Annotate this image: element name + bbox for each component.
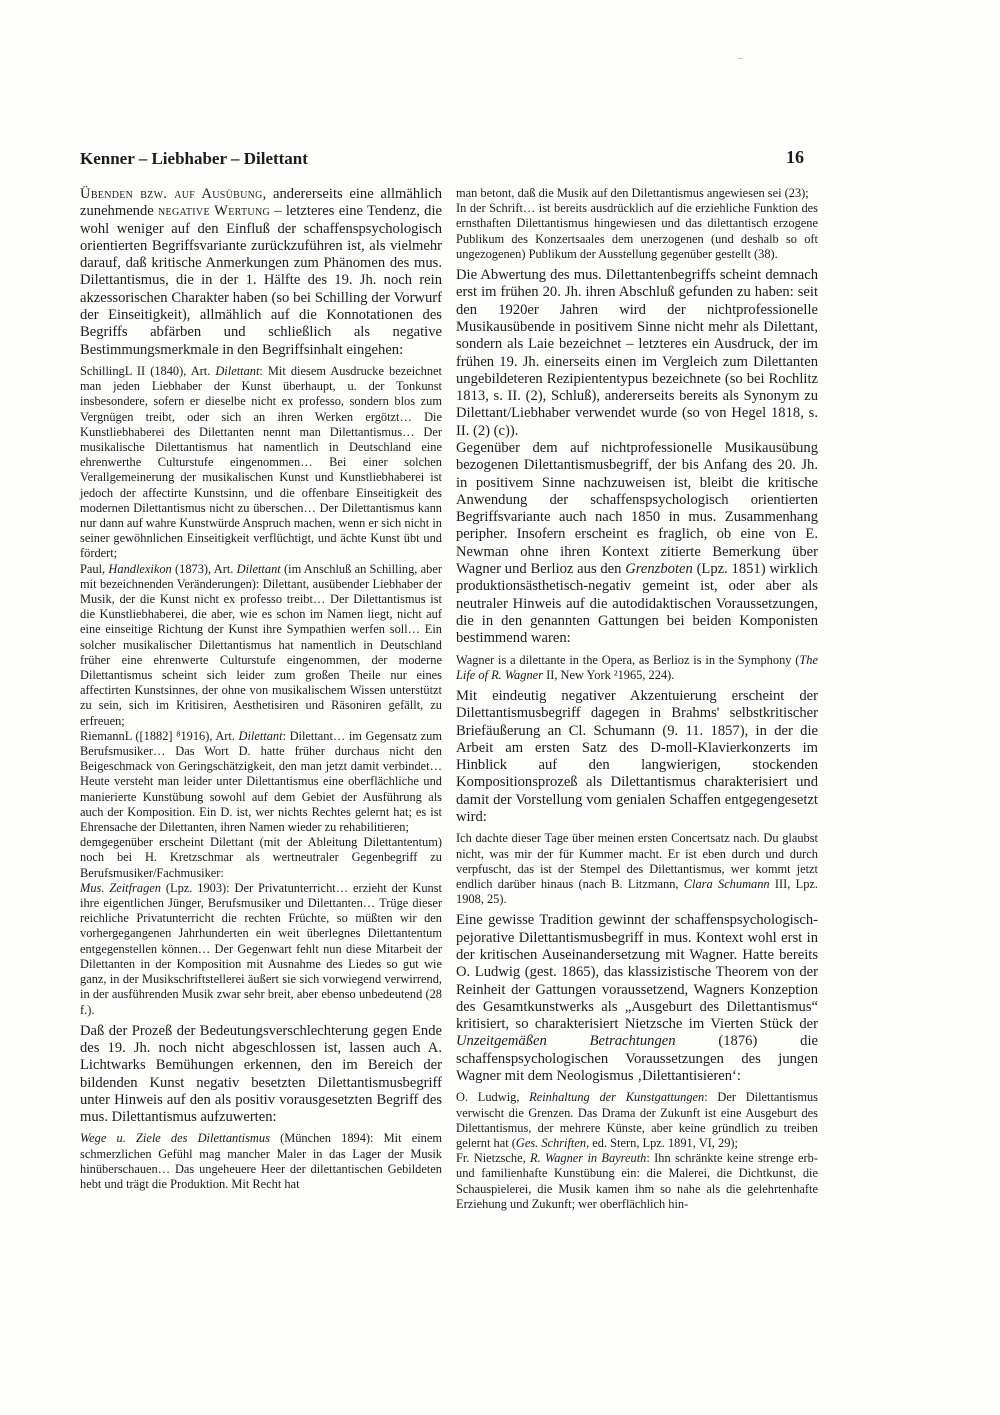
text-run: (Lpz. 1903): Der Privatunterricht… erzieht der Kunst ihre eigentlichen Jünger, Berufsmusiker und Dilettanten… Trüge dieser reichliche Privatunterricht die rechten Früchte, so müßten wir den vorhergegangenen Jahrhunderten ein weit überlegnes Dilettantentum entgegenstellen können… Der Gegenwart fehlt nun diese Mitarbeit der Dilettanten in der Komposition mit Ausnahme des Liedes so gut wie ganz, in der Musikschriftstellerei äußert sie sich vorwiegend verwirrend, in der ausführenden Musik zwar sehr breit, aber ebenso unbedeutend (28 f.). <box>80 880 442 1017</box>
quote-brahms <box>456 831 818 907</box>
text-run: : Ihn schränkte keine strenge erb- und familienhafte Kunstübung ein: die Malerei, die Dichtkunst, die Schauspielerei, die Musik kamen ihm so nahe als die gelehrtenhafte Erziehung und Zukunft; wer oberflächlich hin- <box>456 1151 818 1211</box>
italic-title: Mus. Zeitfragen <box>80 880 161 895</box>
italic-title: Dilettant <box>236 561 281 576</box>
left-column <box>80 186 442 1192</box>
italic-title: Reinhaltung der Kunstgattungen <box>529 1090 705 1105</box>
text-run: (Lpz. 1851) wirklich produktionsästhetisch-negativ gemeint ist, oder aber als neutraler Hinweis auf die autodidaktischen Voraussetzungen, die in den genannten Gattungen bei beiden Komponisten bestimmend waren: <box>456 561 818 647</box>
small-caps-term: Übenden bzw. auf Ausübung <box>80 186 263 202</box>
page-number: 16 <box>786 147 804 167</box>
italic-title: Dilettant <box>238 728 283 743</box>
text-run: Ich dachte dieser Tage über meinen ersten Concertsatz nach. Du glaubst nicht, was mir der für Kummer macht. Er ist eben durch und durch verpfuscht, das ist der Stempel des Dilettantismus, wer kommt jetzt endlich darüber hinaus (nach B. Litzmann, <box>456 831 818 891</box>
italic-title: Wege u. Ziele des Dilettantismus <box>80 1131 270 1146</box>
text-run: RiemannL ([1882] ⁸1916), Art. <box>80 728 239 743</box>
body-paragraph: Daß der Prozeß der Bedeutungsverschlechterung gegen Ende des 19. Jh. noch nicht abgeschlossen ist, lassen auch A. Lichtwarks Bemühungen erkennen, den im Bereich der bildenden Kunst negativ besetzten Dilettantismusbegriff unter Hinweis auf den als positiv vorausgesetzten Begriff des mus. Dilettantismus aufzuwerten: <box>80 1022 442 1126</box>
italic-title: Unzeitgemäßen Betrachtungen <box>456 1033 676 1050</box>
text-run: (1876) die schaffenspsychologischen Voraussetzungen des jungen Wagner mit dem Neologismus ‚Dilettantisieren‘: <box>456 1033 818 1085</box>
body-paragraph <box>456 440 818 648</box>
quote-paul <box>80 562 442 729</box>
italic-title: Dilettant <box>215 363 260 378</box>
quote-lichtwark-continued: man betont, daß die Musik auf den Dilettantismus angewiesen sei (23); <box>456 186 809 200</box>
italic-title: R. Wagner in Bayreuth <box>530 1151 647 1166</box>
text-run: (München 1894): Mit einem schmerzlichen Gefühl mag mancher Maler in das Lager der Musik hinüberschauen… Das ungeheuere Heer der dilettantischen Gebildeten hebt und trägt die Produktion. Mit Recht hat <box>80 1131 443 1192</box>
scan-mark <box>738 58 743 59</box>
quote-kretzschmar-intro: demgegenüber erscheint Dilettant (mit der Ableitung Dilettantentum) noch bei H. Kretzschmar als wertneutraler Gegenbegriff zu Berufsmusiker/Fachmusiker: <box>80 835 442 880</box>
body-paragraph <box>80 186 442 359</box>
quote-newman <box>456 653 818 683</box>
right-column <box>456 186 818 1212</box>
text-run: III, Lpz. 1908, 25). <box>456 876 818 907</box>
text-run: : Mit diesem Ausdrucke bezeichnet man jeden Liebhaber der Kunst überhaupt, u. der Tonkunst insbesondere, sofern er dieselbe nicht ex professo, sondern blos zum Vergnügen treibt, oder sich an ihren Werken ergötzt… Die Kunstliebhaberei des Dilettanten nennt man Dilettantismus… Der musikalische Dilettantismus hat namentlich in Deutschland eine ehrenwerthe Culturstufe eingenommen… Bei einer solchen Verallgemeinerung der musikalischen Kunst und Kunstliebhaberei ist jedoch der affectirte Kunstsinn, und die offenbare Einseitigkeit des modernen Dilettantismus nicht zu überschen… Der Dilettantismus kann nur dann auf wahre Kunstwürde Anspruch machen, wenn er sich nicht in seiner gewöhnlichen Einseitigkeit verflüchtigt, und ächte Kunst übt und fördert; <box>80 363 443 561</box>
body-paragraph <box>456 912 818 1085</box>
text-run: , ed. Stern, Lpz. 1891, VI, 29); <box>586 1135 738 1150</box>
quote-lichtwark <box>80 1131 442 1192</box>
text-run: , andererseits eine allmählich zunehmende <box>80 186 443 220</box>
text-run: : Dilettant… im Gegensatz zum Berufsmusiker… Das Wort D. hatte früher durchaus nicht den Beigeschmack von Geringschätzigkeit, den man jetzt damit verbindet… Heute versteht man leider unter Dilettantismus eine oberflächliche und manierierte Kunstübung sowohl auf dem Gebiet der Ausführung als auch der Komposition. Ein D. ist, wer nichts Rechtes gelernt hat; es ist Ehrensache der Dilettanten, ihren Namen wieder zu rehabilitieren; <box>80 728 442 835</box>
text-run: Paul, <box>80 561 109 576</box>
quote-riemann <box>80 729 442 835</box>
running-title: Kenner – Liebhaber – Dilettant <box>80 149 308 168</box>
text-run: Fr. Nietzsche, <box>456 1151 531 1166</box>
text-run: Gegenüber dem auf nichtprofessionelle Musikausübung bezogenen Dilettantismusbegriff, der bis Anfang des 20. Jh. in positivem Sinne nachzuweisen ist, bleibt die kritische Anwendung der schaffenspsychologisch orientierten Begriffsvariante auch nach 1850 in mus. Zusammenhang peripher. Insofern erscheint es fraglich, ob eine von E. Newman ohne ihren Kontext zitierte Bemerkung über Wagner und Berlioz aus den <box>456 439 818 578</box>
text-run: – letzteres eine Tendenz, die wohl weniger auf den Einfluß der schaffenspsychologisch orientierten Begriffsvariante zurückzuführen ist, als vielmehr darauf, daß kritische Anmerkungen zum Phänomen des mus. Dilettantismus, die in der 1. Hälfte des 19. Jh. noch rein akzessorischen Charakter haben (so bei Schilling der Vorwurf der Einseitigkeit), allmählich auf die Konnotationen des Begriffs abfärben und schließlich als negative Bestimmungsmerkmale in den Begriffsinhalt eingehen: <box>80 203 443 358</box>
text-run: Eine gewisse Tradition gewinnt der schaffenspsychologisch-pejorative Dilettantismusbegriff in mus. Kontext wohl erst in der kritischen Auseinandersetzung mit Wagner. Hatte bereits O. Ludwig (gest. 1865), das klassizistische Theorem von der Reinheit der Gattungen voraussetzend, Wagners Konzeption des Gesamtkunstwerks als „Ausgeburt des Dilettantismus“ kritisiert, so charakterisiert Nietzsche im Vierten Stück der <box>456 912 818 1033</box>
text-run: (im Anschluß an Schilling, aber mit bezeichnenden Veränderungen): Dilettant, ausübender Liebhaber der Musik, der die Kunst nicht ex professo treibt… Der Dilettantismus ist die Kunstliebhaberei, die aber, wie es schon im Namen liegt, nicht auf eine einseitige Richtung der Kunst ihre Sympathien werfen soll… Ein solcher musikalischer Dilettantismus hat namentlich in Deutschland früher eine ehrenwerte Culturstufe eingenommen, der moderne Dilettantismus scheint sich leider zum großen Theile nur eines affectirten Kunstsinnes, der ohne von musikalischem Wissen unterstützt zu sein, sich im Kritisiren, Aesthetisiren und Räsoniren gefällt, zu erfreuen; <box>80 561 443 728</box>
quote-ludwig <box>456 1090 818 1151</box>
text-run: (1873), Art. <box>171 561 237 576</box>
italic-title: The Life of R. Wagner <box>456 652 818 682</box>
text-run: : Der Dilettantismus verwischt die Grenzen. Das Drama der Zukunft ist eine Ausgeburt des Dilettantismus, der mehrere Künste, aber keine gründlich zu treiben gelernt hat ( <box>456 1090 818 1150</box>
text-run: II, New York ²1965, 224). <box>542 667 675 682</box>
small-caps-term: negative Wertung <box>158 203 270 220</box>
text-run: O. Ludwig, <box>456 1090 530 1105</box>
body-paragraph: Mit eindeutig negativer Akzentuierung erscheint der Dilettantismusbegriff dagegen in Brahms' selbstkritischer Briefäußerung an Cl. Schumann (9. 11. 1857), in der die Arbeit am ersten Satz des D-moll-Klavierkonzerts im Hinblick auf den langwierigen, stockenden Kompositionsprozeß als Dilettantismus charakterisiert und damit der Vorstellung vom genialen Schaffen entgegengesetzt wird: <box>456 687 818 826</box>
italic-title: Handlexikon <box>108 561 172 576</box>
italic-title: Ges. Schriften <box>515 1135 587 1150</box>
text-run: SchillingL II (1840), Art. <box>80 363 216 378</box>
quote-schilling <box>80 364 442 562</box>
quote-nietzsche <box>456 1151 818 1212</box>
italic-title: Grenzboten <box>625 561 693 578</box>
quote-lichtwark-note: In der Schrift… ist bereits ausdrücklich auf die erziehliche Funktion des ernsthaften Dilettantismus hingewiesen und das dilettantisch erzogene Publikum des Konzertsaales dem unerzogenen (und deshalb so oft ungezogenen) Publikum der Ausstellung gegenüber gestellt (38). <box>456 201 818 261</box>
body-paragraph: Die Abwertung des mus. Dilettantenbegriffs scheint demnach erst im frühen 20. Jh. ihren Abschluß gefunden zu haben: seit den 1920er Jahren wird der nichtprofessionelle Musikausübende in positivem Sinne nicht mehr als Dilettant, sondern als Laie bezeichnet – letzteres ein Ausdruck, der im frühen 19. Jh. einerseits einen im Vergleich zum Dilettanten ungebildeteren Rezipiententypus bezeichnete (so bei Rochlitz 1813, s. II. (2), Schluß), andererseits bereits als Synonym zu Dilettant/Liebhaber verwendet wurde (so von Hegel 1818, s. II. (2) (c)). <box>456 267 818 439</box>
italic-title: Clara Schumann <box>683 876 770 891</box>
text-run: Wagner is a dilettante in the Opera, as Berlioz is in the Symphony ( <box>456 652 800 667</box>
quote-kretzschmar <box>80 881 442 1018</box>
